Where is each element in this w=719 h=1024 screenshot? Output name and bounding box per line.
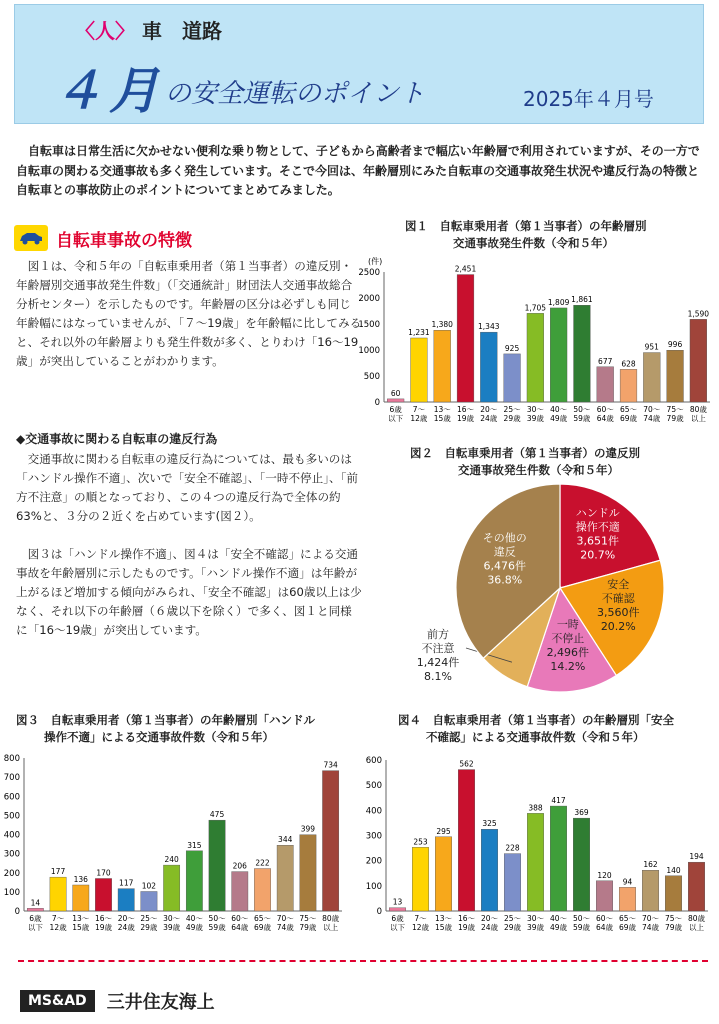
fig1-category-label-11-1: 74歳 xyxy=(643,414,661,423)
fig4-category-label-0-1: 以下 xyxy=(390,923,405,932)
fig3-ytick-1: 100 xyxy=(3,887,20,898)
fig1-bar-11 xyxy=(643,353,660,402)
fig3-category-label-4-1: 24歳 xyxy=(117,923,135,932)
fig4-bar-6 xyxy=(527,813,544,911)
fig3-bar-8 xyxy=(209,820,225,911)
fig1-value-label-2: 1,380 xyxy=(431,320,453,330)
paragraph-3: 図３は「ハンドル操作不適」、図４は「安全不確認」による交通事故を年齢層別に示したものです。「ハンドル操作不適」は年齢が上がるほど増加する傾向がみられ、「安全不確認」は60歳以上は少なく、それ以下の年齢層（６歳以下を除く）で多く、図１と同様に「16～19歳」が突出しています。 xyxy=(16,547,362,637)
fig3-category-label-9-0: 60～ xyxy=(231,914,249,923)
fig1-value-label-9: 677 xyxy=(598,356,613,366)
fig1-category-label-7-0: 40～ xyxy=(550,405,568,414)
fig3-bar-4 xyxy=(118,889,134,911)
subsection-title: ◆交通事故に関わる自転車の違反行為 xyxy=(16,432,218,446)
fig4-category-label-1-0: 7～ xyxy=(414,914,427,923)
fig1-bar-9 xyxy=(597,367,614,402)
company-name: 三井住友海上 xyxy=(106,992,215,1013)
fig4-value-label-11: 162 xyxy=(643,860,658,870)
fig1-category-label-11-0: 70～ xyxy=(643,405,661,414)
fig3-ytick-0: 0 xyxy=(14,907,20,917)
fig3-category-label-3-0: 16～ xyxy=(94,914,113,923)
fig1-category-label-5-1: 29歳 xyxy=(503,414,521,423)
fig4-category-label-9-1: 64歳 xyxy=(595,923,614,932)
fig1-value-label-12: 996 xyxy=(667,340,683,350)
fig1-value-label-1: 1,231 xyxy=(408,327,430,337)
fig1-category-label-13-0: 80歳 xyxy=(689,405,707,414)
category-label xyxy=(75,15,222,44)
fig3-bar-13 xyxy=(322,771,338,911)
fig2-slice-label-0-0: ハンドル xyxy=(575,506,620,520)
fig4-value-label-13: 194 xyxy=(689,852,704,862)
fig4-bar-9 xyxy=(596,881,613,911)
fig3-category-label-8-0: 50～ xyxy=(208,914,226,923)
fig3-category-label-2-1: 15歳 xyxy=(72,923,90,932)
paragraph-2: 交通事故に関わる自転車の違反行為については、最も多いのは「ハンドル操作不適」、次いで「安全不確認」、「一時不停止」、「前方不注意」の順となっており、この４つの違反行為で全体の約63%と、３分の２近くを占めています(図２）。 xyxy=(16,452,359,523)
fig4-value-label-6: 388 xyxy=(528,803,543,813)
fig4-category-label-10-1: 69歳 xyxy=(618,923,637,932)
paragraph-1: 図１は、令和５年の「自転車乗用者（第１当事者）の違反別・年齢層別交通事故発生件数」（「交通統計」財団法人交通事故総合分析センター）を示したものです。年齢層の区分は必ずしも同じ年齢幅にはなっていませんが、「７～19歳」を年齢幅に比してみると、それ以外の年齢層よりも発生件数が多く、とりわけ「16～19歳」が突出していることがわかります。 xyxy=(16,259,362,368)
fig1-value-label-0: 60 xyxy=(390,388,401,398)
fig2-title-line1: 図２ 自転車乗用者（第１当事者）の違反別 xyxy=(410,446,640,460)
fig4-category-label-13-1: 以上 xyxy=(689,923,704,932)
fig3-category-label-1-0: 7～ xyxy=(51,914,65,923)
fig2-slice-label-4-2: 6,476件 xyxy=(483,559,527,573)
fig4-bar-11 xyxy=(642,870,659,911)
fig4-ytick-0: 0 xyxy=(376,907,382,917)
fig1-ytick-1: 500 xyxy=(363,372,380,382)
fig2-slice-label-0-1: 操作不適 xyxy=(575,520,620,534)
fig4-bar-5 xyxy=(504,854,521,911)
fig1-bar-13 xyxy=(690,319,707,402)
fig4-value-label-10: 94 xyxy=(622,877,633,887)
fig4-value-label-1: 253 xyxy=(413,837,428,847)
fig1-bar-7 xyxy=(550,308,567,402)
fig4-ytick-3: 300 xyxy=(365,831,382,842)
fig3-category-label-11-1: 74歳 xyxy=(276,923,294,932)
fig4-title-line2: 不確認」による交通事故件数（令和５年） xyxy=(426,730,645,744)
fig4-category-label-9-0: 60～ xyxy=(595,914,614,923)
fig3-title xyxy=(16,712,315,746)
section-heading xyxy=(14,225,192,251)
fig4-value-label-0: 13 xyxy=(392,897,403,907)
fig1-bar-6 xyxy=(527,313,544,402)
fig1-category-label-9-0: 60～ xyxy=(596,405,614,414)
fig1-category-label-6-0: 30～ xyxy=(526,405,544,414)
fig4-category-label-7-0: 40～ xyxy=(549,914,568,923)
fig4-value-label-8: 369 xyxy=(574,808,589,818)
fig3-bar-1 xyxy=(50,877,66,911)
fig3-ytick-2: 200 xyxy=(3,868,20,879)
fig4-category-label-1-1: 12歳 xyxy=(411,923,430,932)
category-text: 車 道路 xyxy=(141,19,222,43)
fig1-value-label-3: 2,451 xyxy=(454,264,477,274)
fig1-category-label-13-1: 以上 xyxy=(690,414,706,423)
fig3-bar-7 xyxy=(186,851,202,911)
fig1-category-label-0-1: 以下 xyxy=(388,414,404,423)
fig1-category-label-3-1: 19歳 xyxy=(456,414,475,423)
fig2-slice-label-4-0: その他の xyxy=(482,531,527,545)
fig3-value-label-10: 222 xyxy=(255,858,270,868)
fig3-category-label-10-0: 65～ xyxy=(253,914,272,923)
fig1-bar-1 xyxy=(411,338,428,402)
fig3-value-label-2: 136 xyxy=(73,874,88,884)
fig1-bar-0 xyxy=(387,399,404,402)
fig4-title-line1: 図４ 自転車乗用者（第１当事者）の年齢層別「安全 xyxy=(398,713,674,727)
fig3-category-label-1-1: 12歳 xyxy=(49,923,67,932)
fig4-ytick-1: 100 xyxy=(365,881,382,892)
fig4-category-label-4-0: 20～ xyxy=(480,914,499,923)
fig3-category-label-2-0: 13～ xyxy=(72,914,90,923)
fig2-chart xyxy=(380,478,710,700)
fig1-value-label-13: 1,590 xyxy=(687,309,710,319)
fig4-ytick-6: 600 xyxy=(365,756,382,766)
fig1-bar-4 xyxy=(480,332,497,402)
fig1-category-label-12-0: 75～ xyxy=(666,405,684,414)
fig4-value-label-9: 120 xyxy=(597,870,612,880)
fig3-category-label-13-1: 以上 xyxy=(323,923,339,932)
fig4-bar-4 xyxy=(481,829,498,911)
fig4-value-label-4: 325 xyxy=(482,819,497,829)
fig4-category-label-6-1: 39歳 xyxy=(526,923,545,932)
fig1-title-line2: 交通事故発生件数（令和５年） xyxy=(453,236,614,250)
big-month: ４月 xyxy=(53,62,165,120)
fig2-slice-label-0-2: 3,651件 xyxy=(576,534,620,548)
fig4-bar-8 xyxy=(573,818,590,911)
fig4-category-label-12-0: 75～ xyxy=(664,914,683,923)
fig3-value-label-12: 399 xyxy=(300,824,316,834)
fig1-category-label-9-1: 64歳 xyxy=(596,414,614,423)
car-icon xyxy=(14,225,48,251)
intro-paragraph: 自転車は日常生活に欠かせない便利な乗り物として、子どもから高齢者まで幅広い年齢層で利用されていますが、その一方で自転車の関わる交通事故も多く発生しています。そこで今回は、年齢層別にみた自転車の交通事故発生状況や違反行為の特徴と自転車との事故防止のポイントについてまとめてみました。 xyxy=(16,144,700,197)
fig4-value-label-3: 562 xyxy=(459,759,474,769)
fig4-category-label-11-0: 70～ xyxy=(641,914,660,923)
fig1-category-label-1-1: 12歳 xyxy=(410,414,428,423)
fig1-category-label-8-1: 59歳 xyxy=(573,414,591,423)
fig4-category-label-3-0: 16～ xyxy=(457,914,476,923)
fig1-category-label-10-1: 69歳 xyxy=(619,414,638,423)
fig4-bar-12 xyxy=(665,876,682,911)
fig3-category-label-6-0: 30～ xyxy=(163,914,181,923)
fig1-category-label-10-0: 65～ xyxy=(619,405,638,414)
fig4-value-label-5: 228 xyxy=(505,843,520,853)
fig2-slice-label-3-3: 8.1% xyxy=(424,670,452,683)
fig4-value-label-7: 417 xyxy=(551,796,566,806)
fig3-chart xyxy=(0,748,345,938)
fig3-title-line1: 図３ 自転車乗用者（第１当事者）の年齢層別「ハンドル xyxy=(16,713,315,727)
fig4-bar-10 xyxy=(619,887,636,911)
fig2-slice-label-3-2: 1,424件 xyxy=(416,656,460,669)
fig3-ytick-5: 500 xyxy=(3,811,20,822)
fig1-value-label-11: 951 xyxy=(644,342,659,352)
fig4-category-label-0-0: 6歳 xyxy=(391,914,404,923)
fig4-category-label-2-0: 13～ xyxy=(434,914,453,923)
fig4-ytick-5: 500 xyxy=(365,781,382,792)
fig1-chart xyxy=(356,246,712,432)
fig3-value-label-11: 344 xyxy=(278,835,293,845)
fig4-value-label-12: 140 xyxy=(666,865,681,875)
fig1-value-label-7: 1,809 xyxy=(547,297,570,307)
fig3-category-label-7-1: 49歳 xyxy=(185,923,203,932)
fig3-ytick-3: 300 xyxy=(3,849,20,860)
fig3-bar-5 xyxy=(141,891,157,911)
fig1-value-label-6: 1,705 xyxy=(524,303,547,313)
fig3-value-label-3: 170 xyxy=(96,868,111,878)
category-mark: 〈人〉 xyxy=(75,19,135,43)
fig3-bar-10 xyxy=(254,869,270,911)
fig4-category-label-2-1: 15歳 xyxy=(434,923,453,932)
fig1-ytick-0: 0 xyxy=(374,398,380,408)
brand-logo: MS&AD xyxy=(20,990,95,1012)
fig4-category-label-12-1: 79歳 xyxy=(664,923,683,932)
fig3-value-label-13: 734 xyxy=(323,760,338,770)
fig1-unit: (件) xyxy=(368,257,383,266)
fig1-ytick-3: 1500 xyxy=(358,320,380,330)
footer xyxy=(20,988,215,1014)
fig4-value-label-2: 295 xyxy=(436,826,451,836)
fig2-title xyxy=(410,445,640,479)
fig2-slice-label-2-2: 2,496件 xyxy=(546,645,590,659)
fig2-slice-label-3-1: 不注意 xyxy=(421,642,455,655)
fig1-title-line1: 図１ 自転車乗用者（第１当事者）の年齢層別 xyxy=(405,219,647,233)
page-title: の安全運転のポイント xyxy=(165,79,426,109)
fig3-ytick-6: 600 xyxy=(3,792,20,803)
fig1-value-label-10: 628 xyxy=(621,359,636,369)
fig2-slice-label-3-0: 前方 xyxy=(427,628,449,641)
fig1-category-label-7-1: 49歳 xyxy=(550,414,568,423)
fig4-category-label-6-0: 30～ xyxy=(526,914,545,923)
fig4-ytick-4: 400 xyxy=(365,806,382,817)
divider xyxy=(18,960,708,962)
fig4-category-label-3-1: 19歳 xyxy=(457,923,476,932)
fig3-category-label-11-0: 70～ xyxy=(276,914,294,923)
fig3-title-line2: 操作不適」による交通事故件数（令和５年） xyxy=(44,730,274,744)
fig3-category-label-10-1: 69歳 xyxy=(253,923,272,932)
fig3-category-label-0-1: 以下 xyxy=(27,923,43,932)
fig3-value-label-9: 206 xyxy=(232,861,247,871)
fig2-slice-label-4-3: 36.8% xyxy=(487,573,523,587)
fig3-bar-12 xyxy=(300,835,316,911)
fig4-title xyxy=(398,712,674,746)
fig3-category-label-5-1: 29歳 xyxy=(140,923,158,932)
fig1-category-label-2-0: 13～ xyxy=(433,405,451,414)
fig4-bar-13 xyxy=(688,862,705,911)
fig4-category-label-13-0: 80歳 xyxy=(687,914,706,923)
fig1-category-label-4-1: 24歳 xyxy=(480,414,498,423)
fig3-value-label-8: 475 xyxy=(209,810,225,820)
fig3-category-label-12-0: 75～ xyxy=(299,914,317,923)
fig1-category-label-6-1: 39歳 xyxy=(526,414,544,423)
fig3-value-label-6: 240 xyxy=(164,855,179,865)
fig3-category-label-0-0: 6歳 xyxy=(29,914,42,923)
fig4-bar-3 xyxy=(458,770,475,911)
fig3-category-label-3-1: 19歳 xyxy=(94,923,113,932)
fig2-slice-label-0-3: 20.7% xyxy=(580,548,616,562)
fig4-category-label-4-1: 24歳 xyxy=(480,923,499,932)
fig1-value-label-8: 1,861 xyxy=(571,295,593,305)
fig3-category-label-5-0: 25～ xyxy=(140,914,158,923)
fig2-slice-label-2-3: 14.2% xyxy=(550,659,586,673)
fig2-slice-label-1-2: 3,560件 xyxy=(597,606,640,620)
fig4-category-label-7-1: 49歳 xyxy=(549,923,568,932)
fig1-category-label-0-0: 6歳 xyxy=(389,405,402,414)
fig3-bar-6 xyxy=(163,865,179,911)
fig1-category-label-2-1: 15歳 xyxy=(433,414,451,423)
fig1-category-label-8-0: 50～ xyxy=(573,405,591,414)
fig4-category-label-8-1: 59歳 xyxy=(572,923,591,932)
fig4-bar-2 xyxy=(435,837,452,911)
fig2-title-line2: 交通事故発生件数（令和５年） xyxy=(458,463,619,477)
section-title: 自転車事故の特徴 xyxy=(56,230,192,251)
fig1-value-label-5: 925 xyxy=(504,343,520,353)
fig4-category-label-5-1: 29歳 xyxy=(503,923,522,932)
fig3-category-label-13-0: 80歳 xyxy=(322,914,340,923)
fig1-category-label-5-0: 25～ xyxy=(503,405,521,414)
fig3-bar-0 xyxy=(27,908,43,911)
fig3-ytick-4: 400 xyxy=(3,830,20,841)
fig3-category-label-4-0: 20～ xyxy=(117,914,135,923)
fig4-category-label-5-0: 25～ xyxy=(503,914,522,923)
fig3-category-label-12-1: 79歳 xyxy=(299,923,317,932)
fig2-slice-label-1-1: 不確認 xyxy=(601,592,635,606)
fig2-slice-label-1-3: 20.2% xyxy=(600,620,636,634)
fig2-slice-label-4-1: 違反 xyxy=(493,545,516,559)
fig3-category-label-8-1: 59歳 xyxy=(208,923,226,932)
issue-date: 2025年４月号 xyxy=(523,87,654,111)
fig3-bar-2 xyxy=(73,885,89,911)
fig3-category-label-6-1: 39歳 xyxy=(163,923,181,932)
fig1-ytick-4: 2000 xyxy=(358,294,380,304)
fig1-bar-8 xyxy=(574,305,591,402)
fig1-bar-10 xyxy=(620,369,637,402)
fig4-bar-0 xyxy=(389,908,406,911)
fig4-ytick-2: 200 xyxy=(365,856,382,867)
fig3-value-label-4: 117 xyxy=(119,878,134,888)
fig3-value-label-1: 177 xyxy=(50,867,66,877)
fig1-ytick-2: 1000 xyxy=(358,346,380,356)
fig2-slice-label-1-0: 安全 xyxy=(607,578,630,592)
fig3-value-label-0: 14 xyxy=(30,898,41,908)
fig4-category-label-11-1: 74歳 xyxy=(641,923,660,932)
fig4-chart xyxy=(360,748,710,938)
fig1-category-label-12-1: 79歳 xyxy=(666,414,684,423)
fig1-bar-12 xyxy=(667,350,684,402)
fig1-bar-5 xyxy=(504,354,521,402)
fig4-bar-7 xyxy=(550,806,567,911)
fig3-category-label-7-0: 40～ xyxy=(185,914,203,923)
fig4-bar-1 xyxy=(412,847,429,911)
fig4-category-label-10-0: 65～ xyxy=(618,914,637,923)
fig1-bar-2 xyxy=(434,330,451,402)
fig3-value-label-5: 102 xyxy=(141,881,157,891)
fig1-bar-3 xyxy=(457,275,474,402)
fig3-ytick-8: 800 xyxy=(3,754,20,764)
fig1-category-label-4-0: 20～ xyxy=(480,405,498,414)
fig3-bar-11 xyxy=(277,845,293,911)
fig1-value-label-4: 1,343 xyxy=(478,322,500,332)
fig1-category-label-1-0: 7～ xyxy=(412,405,426,414)
fig1-category-label-3-0: 16～ xyxy=(456,405,475,414)
fig3-bar-3 xyxy=(95,878,111,911)
fig2-slice-label-2-1: 不停止 xyxy=(551,631,585,645)
fig3-ytick-7: 700 xyxy=(3,773,20,784)
fig4-category-label-8-0: 50～ xyxy=(572,914,591,923)
fig2-slice-label-2-0: 一時 xyxy=(556,617,579,631)
fig1-ytick-5: 2500 xyxy=(358,268,380,278)
header-banner xyxy=(14,4,704,124)
fig3-value-label-7: 315 xyxy=(187,840,202,850)
fig3-category-label-9-1: 64歳 xyxy=(231,923,249,932)
fig3-bar-9 xyxy=(232,872,248,911)
